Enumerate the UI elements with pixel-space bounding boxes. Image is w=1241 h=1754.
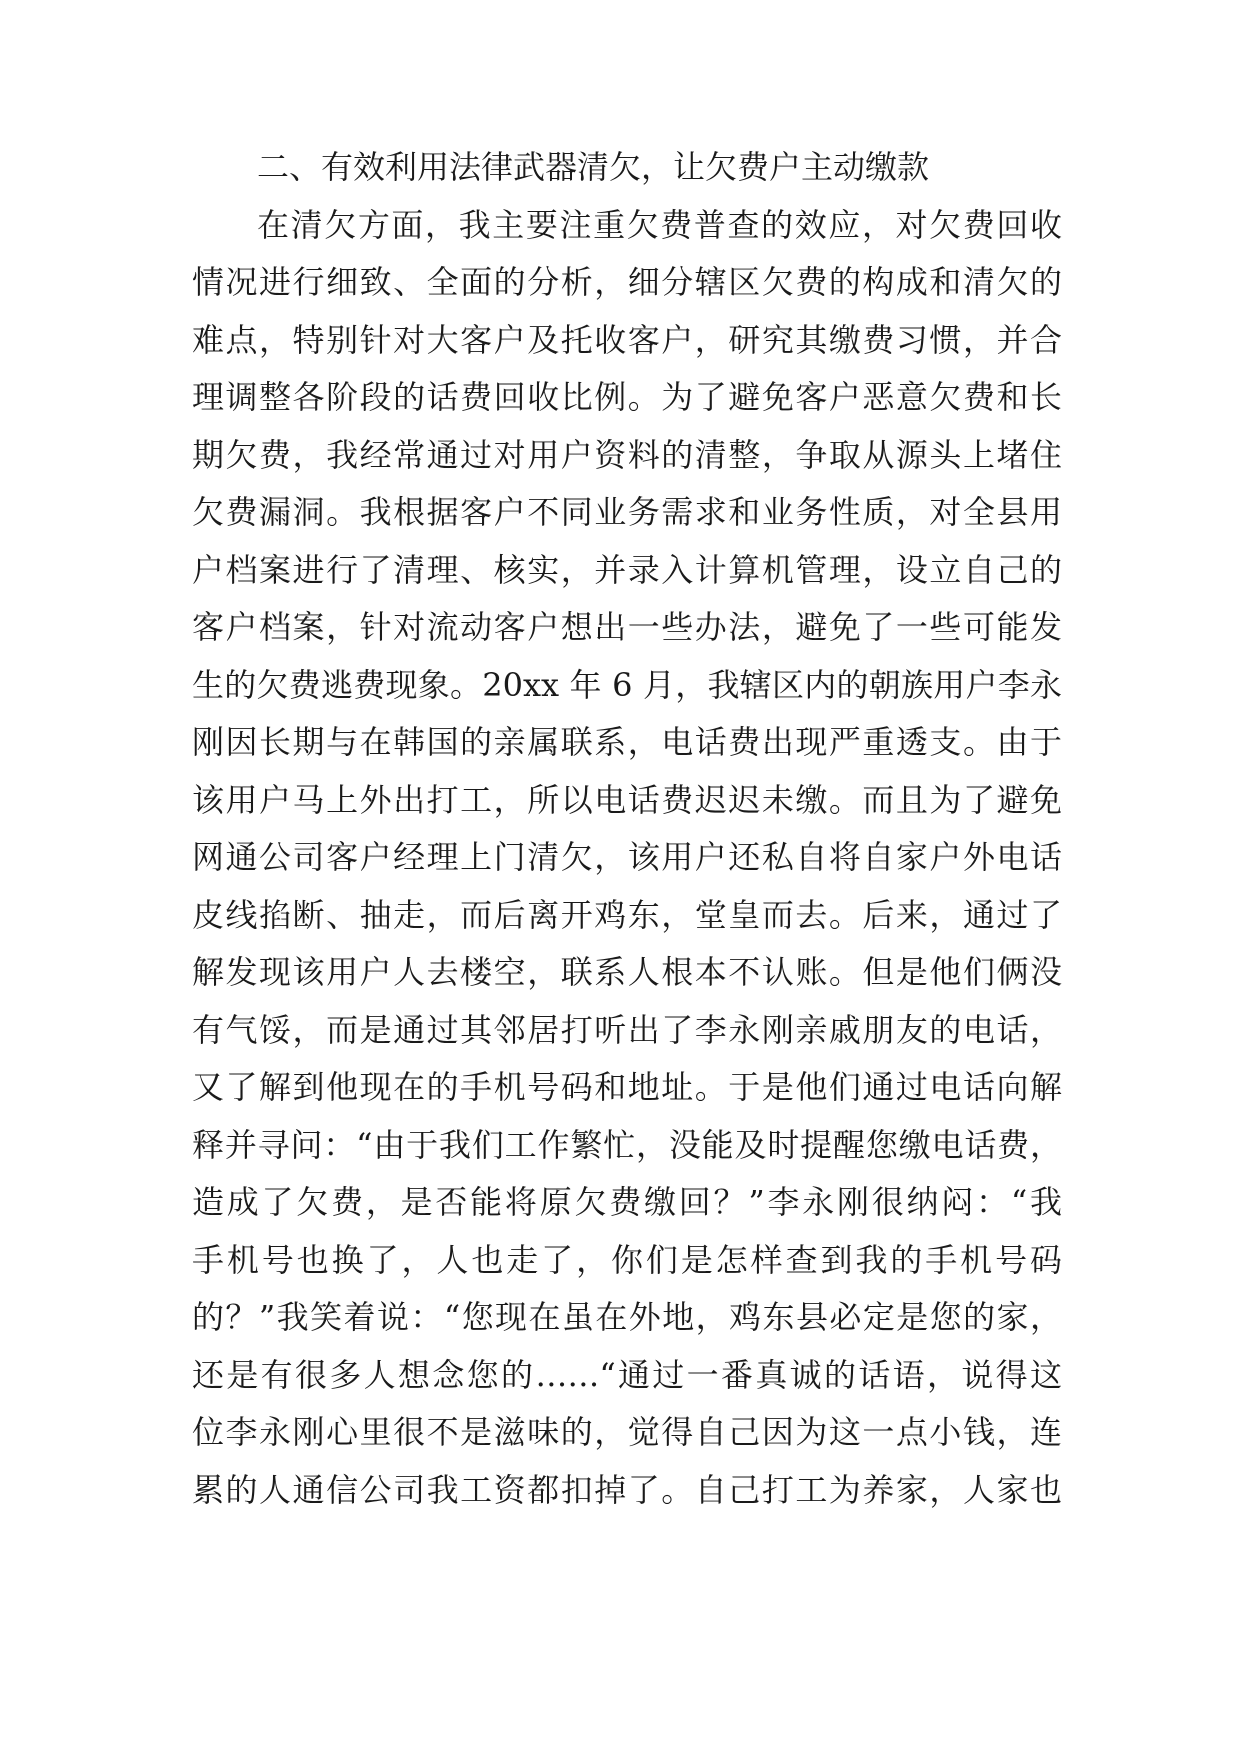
paragraph-line: 有气馁，而是通过其邻居打听出了李永刚亲戚朋友的电话， [192, 1011, 1062, 1049]
paragraph-line: 又了解到他现在的手机号码和地址。于是他们通过电话向解 [192, 1068, 1062, 1106]
paragraph-line: 期欠费，我经常通过对用户资料的清整，争取从源头上堵住 [192, 436, 1062, 474]
paragraph-line: 造成了欠费，是否能将原欠费缴回？”李永刚很纳闷：“我 [192, 1183, 1062, 1221]
paragraph-line: 手机号也换了，人也走了，你们是怎样查到我的手机号码 [192, 1241, 1062, 1279]
paragraph-line: 的？”我笑着说：“您现在虽在外地，鸡东县必定是您的家， [192, 1298, 1062, 1336]
paragraph-line: 户档案进行了清理、核实，并录入计算机管理，设立自己的 [192, 551, 1062, 589]
paragraph-line: 位李永刚心里很不是滋味的，觉得自己因为这一点小钱，连 [192, 1413, 1062, 1451]
paragraph-line: 解发现该用户人去楼空，联系人根本不认账。但是他们俩没 [192, 953, 1062, 991]
paragraph-line: 皮线掐断、抽走，而后离开鸡东，堂皇而去。后来，通过了 [192, 896, 1062, 934]
section-heading: 二、有效利用法律武器清欠，让欠费户主动缴款 [257, 148, 930, 186]
paragraph-line: 还是有很多人想念您的……“通过一番真诚的话语，说得这 [192, 1356, 1062, 1394]
paragraph-line: 理调整各阶段的话费回收比例。为了避免客户恶意欠费和长 [192, 378, 1062, 416]
paragraph-line: 刚因长期与在韩国的亲属联系，电话费出现严重透支。由于 [192, 723, 1062, 761]
paragraph-line: 释并寻问：“由于我们工作繁忙，没能及时提醒您缴电话费， [192, 1126, 1062, 1164]
paragraph-line: 客户档案，针对流动客户想出一些办法，避免了一些可能发 [192, 608, 1062, 646]
paragraph-line: 生的欠费逃费现象。20xx 年 6 月，我辖区内的朝族用户李永 [192, 666, 1062, 704]
paragraph-line: 累的人通信公司我工资都扣掉了。自己打工为养家，人家也 [192, 1471, 1062, 1509]
paragraph-line: 难点，特别针对大客户及托收客户，研究其缴费习惯，并合 [192, 321, 1062, 359]
paragraph-line: 网通公司客户经理上门清欠，该用户还私自将自家户外电话 [192, 838, 1062, 876]
paragraph-line: 在清欠方面，我主要注重欠费普查的效应，对欠费回收 [257, 206, 1062, 244]
paragraph-line: 情况进行细致、全面的分析，细分辖区欠费的构成和清欠的 [192, 263, 1062, 301]
paragraph-line: 欠费漏洞。我根据客户不同业务需求和业务性质，对全县用 [192, 493, 1062, 531]
paragraph-line: 该用户马上外出打工，所以电话费迟迟未缴。而且为了避免 [192, 781, 1062, 819]
